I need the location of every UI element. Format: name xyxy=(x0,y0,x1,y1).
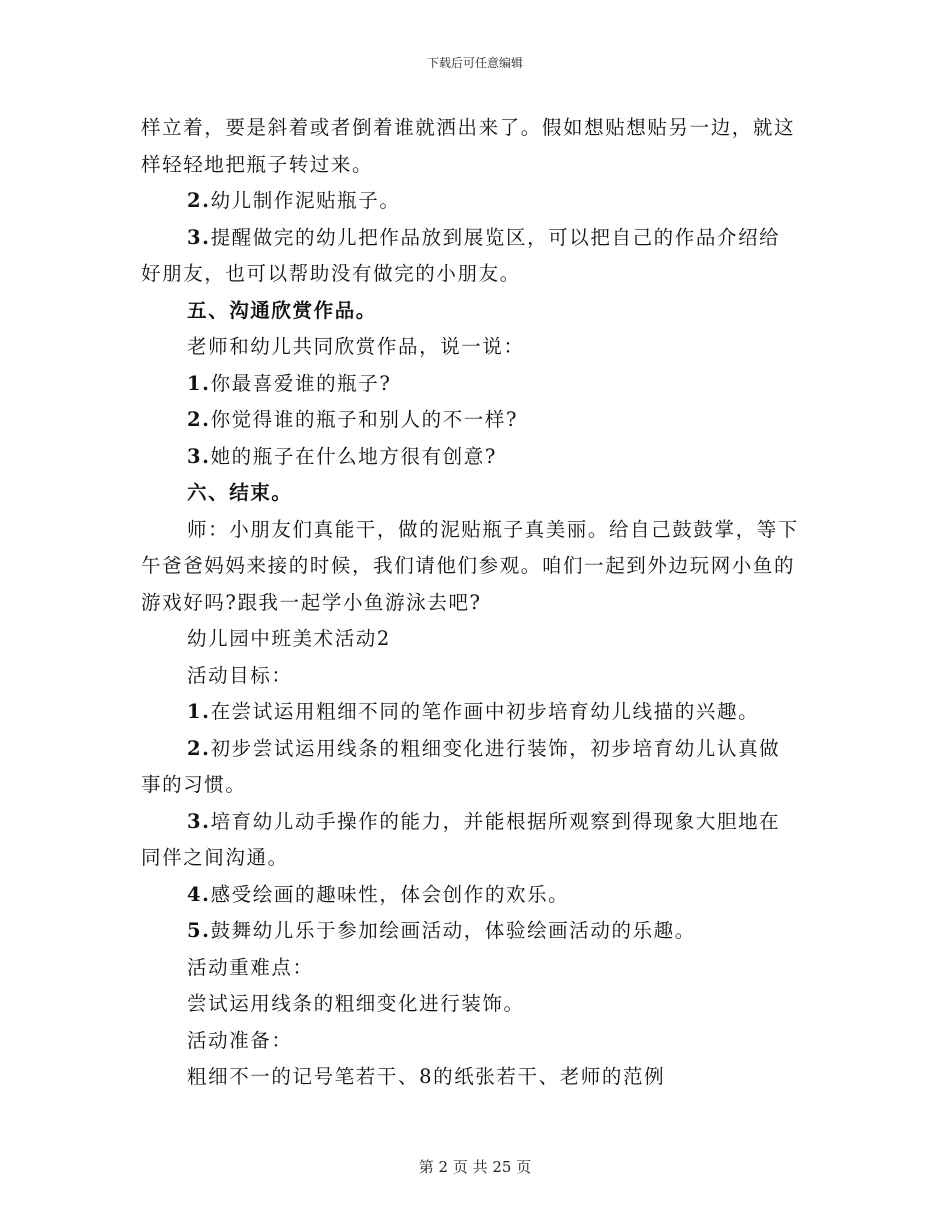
list-item xyxy=(141,804,801,877)
list-text: 你觉得谁的瓶子和别人的不一样? xyxy=(210,408,519,431)
list-number: 3. xyxy=(187,225,211,249)
list-number: 2. xyxy=(187,736,211,760)
list-text: 提醒做完的幼儿把作品放到展览区，可以把自己的作品介绍给好朋友，也可以帮助没有做完的小朋友。 xyxy=(141,225,781,285)
paragraph: 粗细不一的记号笔若干、8的纸张若干、老师的范例 xyxy=(187,1065,666,1088)
list-number: 4. xyxy=(187,882,211,906)
list-text: 感受绘画的趣味性，体会创作的欢乐。 xyxy=(210,882,570,906)
list-number: 3. xyxy=(187,809,211,833)
list-item xyxy=(141,183,801,220)
paragraph xyxy=(141,110,801,183)
document-body xyxy=(141,110,801,1096)
section-heading: 六、结束。 xyxy=(187,481,293,504)
list-text: 培育幼儿动手操作的能力，并能根据所观察到得现象大胆地在同伴之间沟通。 xyxy=(141,809,781,869)
paragraph: 老师和幼儿共同欣赏作品，说一说： xyxy=(187,335,525,358)
list-text: 鼓舞幼儿乐于参加绘画活动，体验绘画活动的乐趣。 xyxy=(210,919,696,942)
list-number: 2. xyxy=(187,189,211,212)
list-number: 2. xyxy=(187,408,211,431)
list-item xyxy=(141,913,801,950)
list-item xyxy=(141,877,801,914)
list-item xyxy=(141,694,801,731)
paragraph-text: 样立着，要是斜着或者倒着谁就洒出来了。假如想贴想贴另一边，就这样轻轻地把瓶子转过来。 xyxy=(141,116,796,176)
subheading: 活动目标： xyxy=(187,663,293,687)
list-number: 5. xyxy=(187,919,211,942)
list-text: 在尝试运用粗细不同的笔作画中初步培育幼儿线描的兴趣。 xyxy=(210,700,760,723)
subheading: 活动重难点： xyxy=(187,955,314,979)
list-number: 1. xyxy=(187,700,211,723)
list-text: 初步尝试运用线条的粗细变化进行装饰，初步培育幼儿认真做事的习惯。 xyxy=(141,736,781,796)
section-heading: 五、沟通欣赏作品。 xyxy=(187,298,377,322)
page-header: 下载后可任意编辑 xyxy=(426,56,523,70)
list-item xyxy=(141,220,801,293)
list-number: 1. xyxy=(187,371,211,395)
list-item xyxy=(141,402,801,439)
list-item xyxy=(141,439,801,476)
paragraph: 尝试运用线条的粗细变化进行装饰。 xyxy=(187,992,525,1015)
list-item xyxy=(141,366,801,403)
list-text: 你最喜爱谁的瓶子? xyxy=(210,371,392,395)
list-item xyxy=(141,731,801,804)
list-text: 她的瓶子在什么地方很有创意? xyxy=(210,444,497,468)
page-footer: 第 2 页 共 25 页 xyxy=(418,1158,532,1176)
list-text: 幼儿制作泥贴瓶子。 xyxy=(210,189,401,212)
activity-title: 幼儿园中班美术活动2 xyxy=(187,627,391,650)
paragraph: 师：小朋友们真能干，做的泥贴瓶子真美丽。给自己鼓鼓掌，等下午爸爸妈妈来接的时候，我们请他们参观。咱们一起到外边玩网小鱼的游戏好吗?跟我一起学小鱼游泳去吧? xyxy=(141,517,799,614)
list-number: 3. xyxy=(187,444,211,468)
subheading: 活动准备： xyxy=(187,1028,293,1052)
